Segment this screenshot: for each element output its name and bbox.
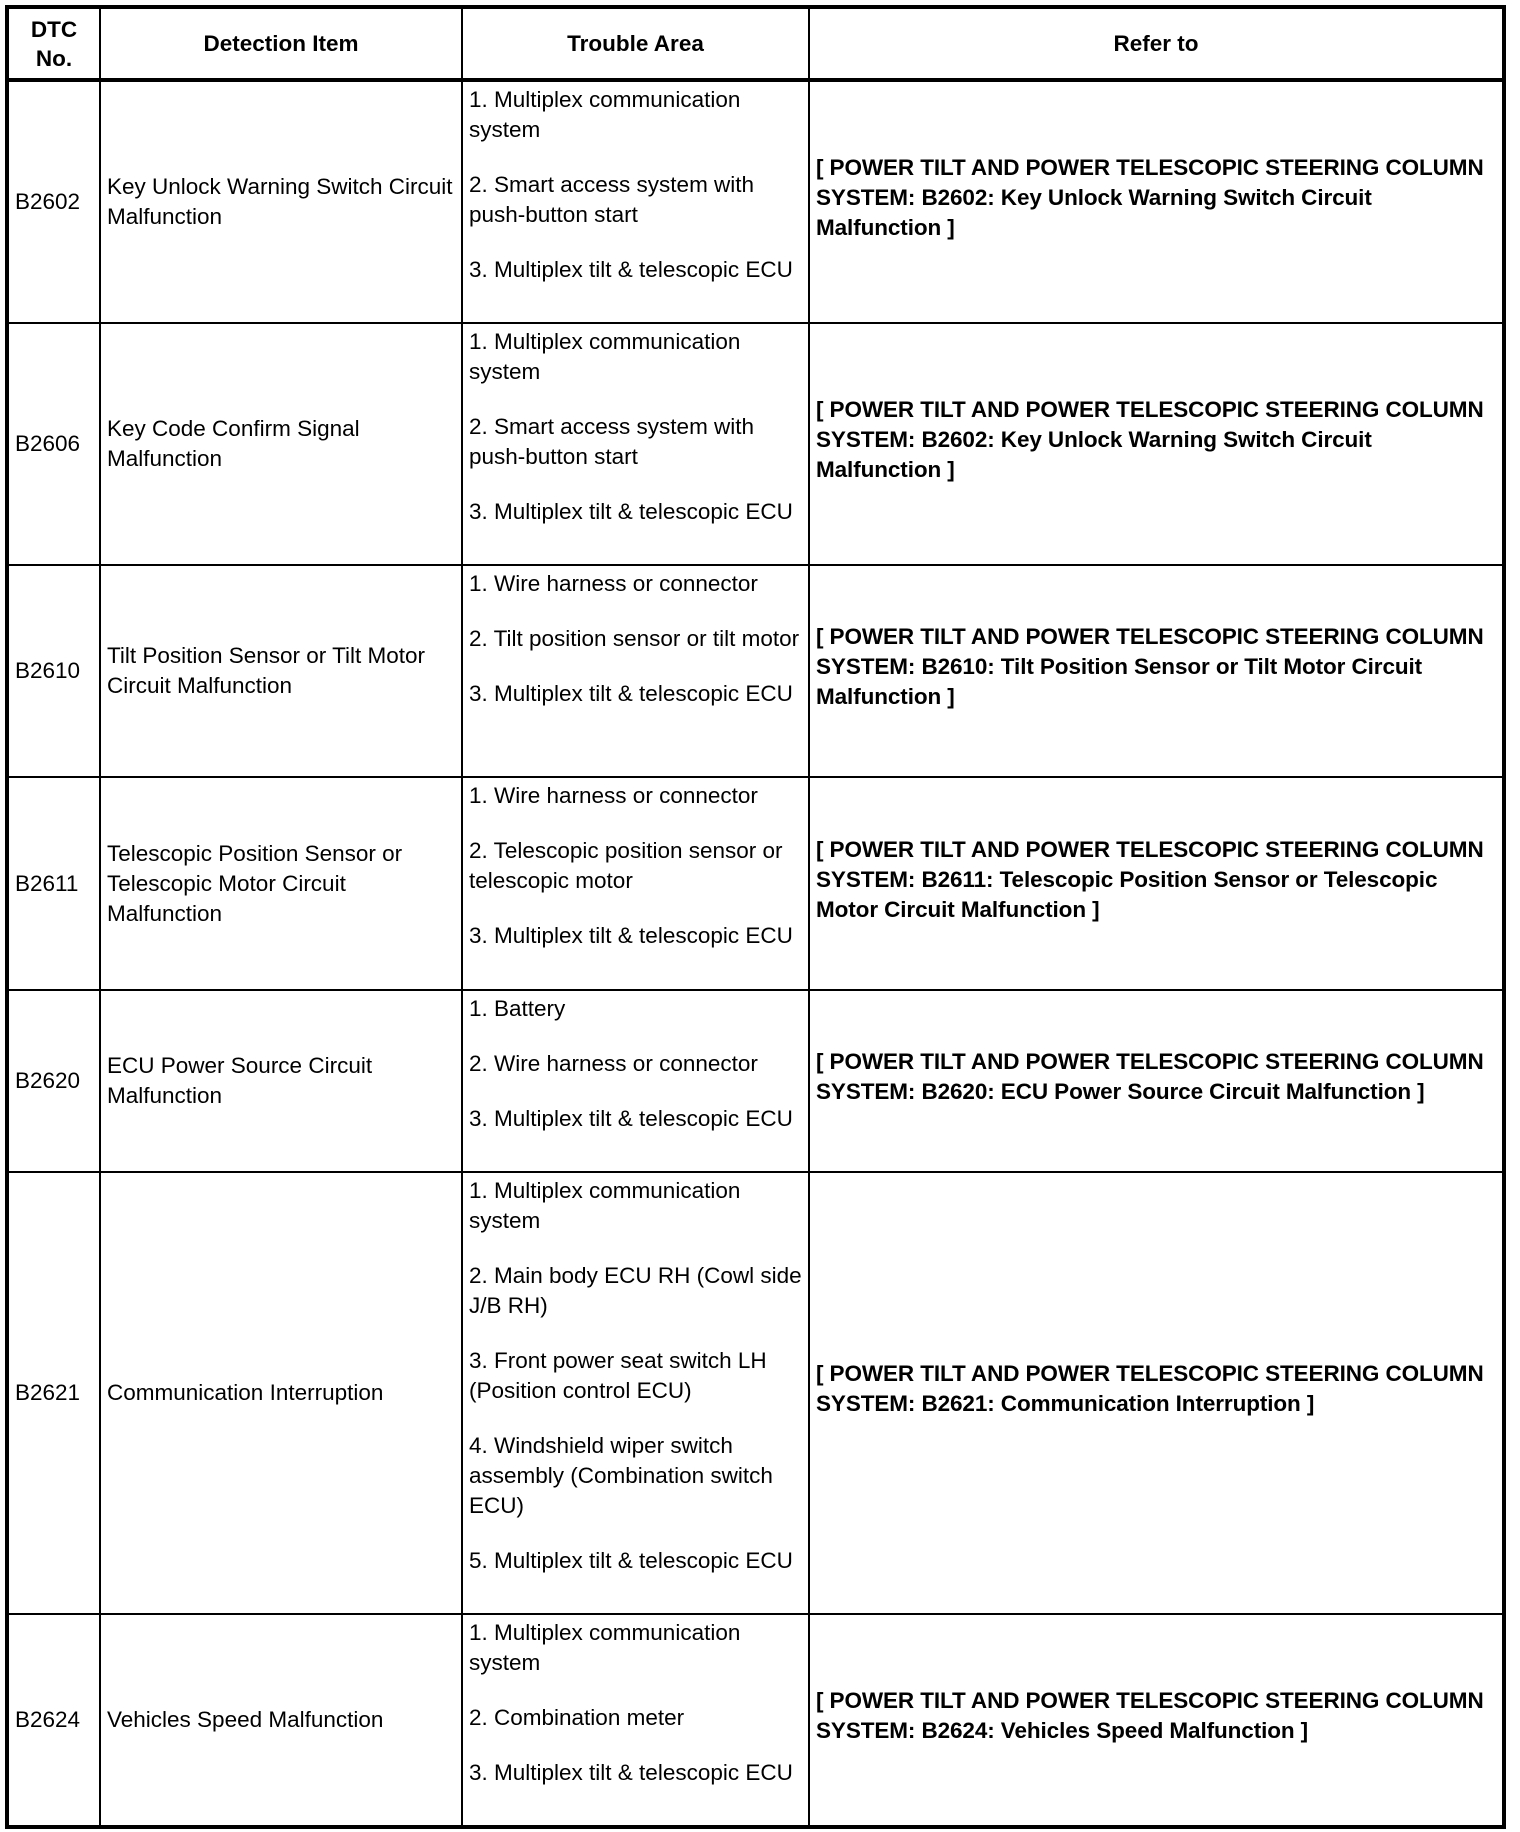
trouble-area-item: 2. Smart access system with push-button start xyxy=(469,414,755,469)
refer-to-link[interactable]: [ POWER TILT AND POWER TELESCOPIC STEERING COLUMN SYSTEM: B2602: Key Unlock Warning Switch Circuit Malfunction ] xyxy=(809,323,1504,565)
trouble-area-item: 3. Multiplex tilt & telescopic ECU xyxy=(469,923,793,948)
trouble-area-cell xyxy=(462,1614,809,1827)
trouble-area-item: 1. Multiplex communication system xyxy=(469,1620,741,1675)
trouble-area-cell xyxy=(462,323,809,565)
table-row xyxy=(7,1172,1504,1614)
trouble-area-item: 2. Wire harness or connector xyxy=(469,1051,758,1076)
trouble-area-item: 1. Multiplex communication system xyxy=(469,87,741,142)
detection-item-cell: Communication Interruption xyxy=(100,1172,462,1614)
trouble-area-cell xyxy=(462,80,809,323)
trouble-area-cell xyxy=(462,1172,809,1614)
table-row xyxy=(7,777,1504,990)
detection-item-cell: Vehicles Speed Malfunction xyxy=(100,1614,462,1827)
header-trouble-area: Trouble Area xyxy=(462,7,809,80)
trouble-area-item: 2. Main body ECU RH (Cowl side J/B RH) xyxy=(469,1263,802,1318)
trouble-area-item: 1. Battery xyxy=(469,996,566,1021)
trouble-area-item: 1. Multiplex communication system xyxy=(469,1178,741,1233)
detection-item-cell: Key Unlock Warning Switch Circuit Malfunction xyxy=(100,80,462,323)
trouble-area-item: 3. Multiplex tilt & telescopic ECU xyxy=(469,681,793,706)
trouble-area-item: 5. Multiplex tilt & telescopic ECU xyxy=(469,1548,793,1573)
dtc-code-cell: B2624 xyxy=(7,1614,100,1827)
header-refer-to: Refer to xyxy=(809,7,1504,80)
refer-to-link[interactable]: [ POWER TILT AND POWER TELESCOPIC STEERING COLUMN SYSTEM: B2621: Communication Interruption ] xyxy=(809,1172,1504,1614)
table-row xyxy=(7,990,1504,1172)
table-row xyxy=(7,80,1504,323)
refer-to-link[interactable]: [ POWER TILT AND POWER TELESCOPIC STEERING COLUMN SYSTEM: B2602: Key Unlock Warning Switch Circuit Malfunction ] xyxy=(809,80,1504,323)
table-row xyxy=(7,1614,1504,1827)
trouble-area-item: 4. Windshield wiper switch assembly (Combination switch ECU) xyxy=(469,1433,773,1518)
dtc-code-cell: B2606 xyxy=(7,323,100,565)
detection-item-cell: Telescopic Position Sensor or Telescopic Motor Circuit Malfunction xyxy=(100,777,462,990)
trouble-area-item: 3. Front power seat switch LH (Position control ECU) xyxy=(469,1348,767,1403)
refer-to-link[interactable]: [ POWER TILT AND POWER TELESCOPIC STEERING COLUMN SYSTEM: B2611: Telescopic Position Sensor or Telescopic Motor Circuit Malfunction ] xyxy=(809,777,1504,990)
trouble-area-item: 2. Tilt position sensor or tilt motor xyxy=(469,626,800,651)
refer-to-link[interactable]: [ POWER TILT AND POWER TELESCOPIC STEERING COLUMN SYSTEM: B2610: Tilt Position Sensor or Tilt Motor Circuit Malfunction ] xyxy=(809,565,1504,777)
table-row xyxy=(7,323,1504,565)
trouble-area-item: 1. Wire harness or connector xyxy=(469,571,758,596)
trouble-area-item: 3. Multiplex tilt & telescopic ECU xyxy=(469,257,793,282)
dtc-table xyxy=(5,5,1506,1829)
table-header-row xyxy=(7,7,1504,80)
header-dtc-no-label: DTC No. xyxy=(30,16,78,71)
dtc-code-cell: B2621 xyxy=(7,1172,100,1614)
header-detection-item: Detection Item xyxy=(100,7,462,80)
refer-to-link[interactable]: [ POWER TILT AND POWER TELESCOPIC STEERING COLUMN SYSTEM: B2624: Vehicles Speed Malfunction ] xyxy=(809,1614,1504,1827)
trouble-area-item: 1. Multiplex communication system xyxy=(469,329,741,384)
refer-to-link[interactable]: [ POWER TILT AND POWER TELESCOPIC STEERING COLUMN SYSTEM: B2620: ECU Power Source Circuit Malfunction ] xyxy=(809,990,1504,1172)
detection-item-cell: ECU Power Source Circuit Malfunction xyxy=(100,990,462,1172)
trouble-area-item: 3. Multiplex tilt & telescopic ECU xyxy=(469,1760,793,1785)
trouble-area-item: 2. Combination meter xyxy=(469,1705,685,1730)
trouble-area-item: 3. Multiplex tilt & telescopic ECU xyxy=(469,499,793,524)
trouble-area-cell xyxy=(462,990,809,1172)
dtc-code-cell: B2611 xyxy=(7,777,100,990)
dtc-code-cell: B2610 xyxy=(7,565,100,777)
trouble-area-item: 1. Wire harness or connector xyxy=(469,783,758,808)
trouble-area-item: 2. Telescopic position sensor or telescopic motor xyxy=(469,838,783,893)
dtc-code-cell: B2602 xyxy=(7,80,100,323)
table-row xyxy=(7,565,1504,777)
trouble-area-cell xyxy=(462,565,809,777)
header-dtc-no xyxy=(7,7,100,80)
trouble-area-item: 2. Smart access system with push-button start xyxy=(469,172,755,227)
dtc-code-cell: B2620 xyxy=(7,990,100,1172)
detection-item-cell: Key Code Confirm Signal Malfunction xyxy=(100,323,462,565)
trouble-area-cell xyxy=(462,777,809,990)
trouble-area-item: 3. Multiplex tilt & telescopic ECU xyxy=(469,1106,793,1131)
detection-item-cell: Tilt Position Sensor or Tilt Motor Circuit Malfunction xyxy=(100,565,462,777)
